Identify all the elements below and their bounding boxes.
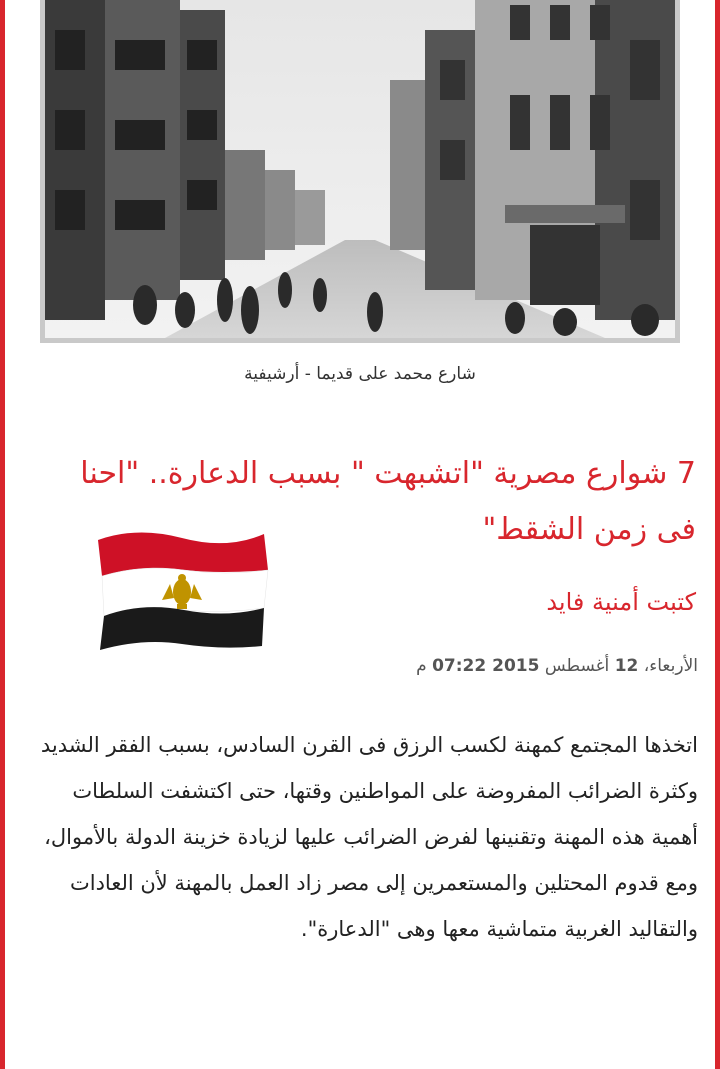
article-photo[interactable] <box>40 0 680 343</box>
date-month: أغسطس <box>544 656 610 676</box>
photo-caption: شارع محمد على قديما - أرشيفية <box>244 364 476 384</box>
article-title[interactable]: 7 شوارع مصرية "اتشبهت " بسبب الدعارة.. "احنا فى زمن الشقط" <box>80 456 696 547</box>
date-day: 12 <box>614 656 639 676</box>
street-photo-illustration <box>45 0 675 338</box>
egypt-flag-icon <box>92 524 270 658</box>
date-period: م <box>416 656 427 676</box>
right-red-border <box>715 0 720 1069</box>
date-year-time: 2015 07:22 <box>432 656 540 676</box>
article-author[interactable]: كتبت أمنية فايد <box>546 588 696 616</box>
article-body: اتخذها المجتمع كمهنة لكسب الرزق فى القرن السادس، بسبب الفقر الشديد وكثرة الضرائب المفروضة على المواطنين وقتها، حتى اكتشفت السلطات أهمية هذه المهنة وتقنينها لفرض الضرائب عليها لزيادة خزينة الدولة بالأموال، ومع قدوم المحتلين والمستعمرين إلى مصر زاد العمل بالمهنة لأن العادات والتقاليد الغربية متماشية معها وهى "الدعارة". <box>40 733 698 941</box>
date-weekday: الأربعاء، <box>643 656 698 676</box>
left-red-border <box>0 0 5 1069</box>
article-date <box>416 656 698 676</box>
